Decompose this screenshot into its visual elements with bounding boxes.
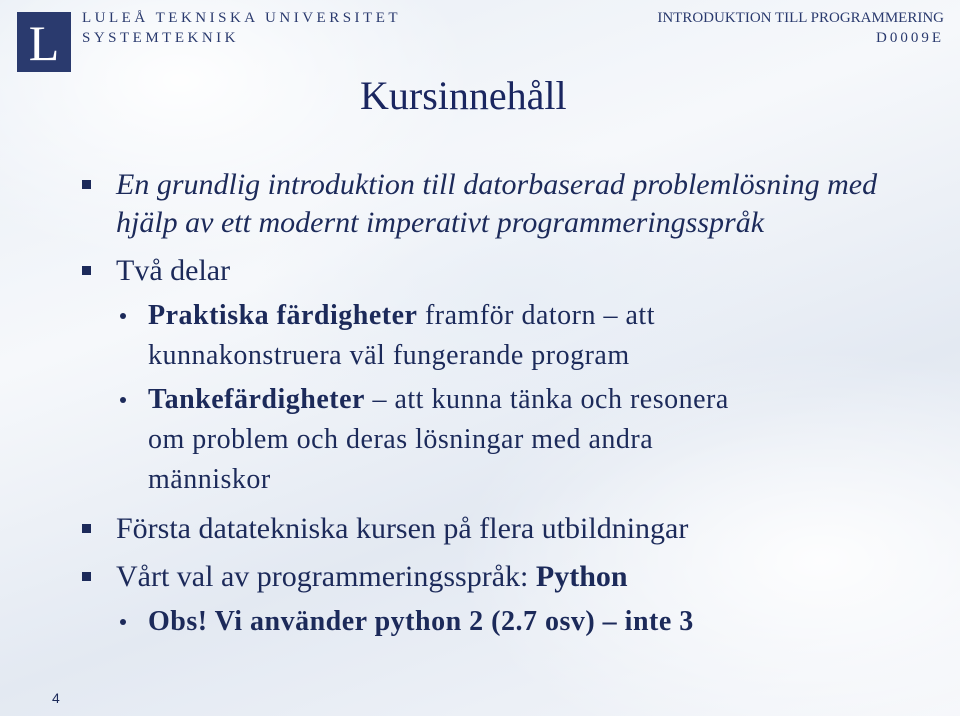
bullet-item-intro xyxy=(80,166,940,242)
sub-bullet-text: om problem och deras lösningar med andra xyxy=(148,424,654,455)
bullet-list xyxy=(80,166,940,642)
sub-bullet-list xyxy=(116,296,940,500)
bold-term: Praktiska färdigheter xyxy=(148,300,418,331)
course-name: INTRODUKTION TILL PROGRAMMERING xyxy=(657,10,944,26)
slide-title: Kursinnehåll xyxy=(360,73,567,118)
sub-bullet-text: framför datorn – att xyxy=(417,300,655,331)
sub-bullet-thinking xyxy=(116,380,940,500)
course-info xyxy=(657,8,944,48)
bullet-text: hjälp av ett modernt imperativt programmeringsspråk xyxy=(116,206,765,239)
page-number: 4 xyxy=(52,690,60,706)
sub-bullet-list xyxy=(116,602,940,642)
university-logo: L xyxy=(17,12,71,72)
bullet-item-first-course xyxy=(80,510,940,548)
sub-bullet-python-version xyxy=(116,602,940,642)
bold-term: Python xyxy=(535,560,628,593)
course-code: D0009E xyxy=(876,30,944,46)
square-bullet-icon xyxy=(82,572,91,581)
bullet-item-language xyxy=(80,558,940,642)
sub-bullet-text: människor xyxy=(148,464,271,495)
round-bullet-icon xyxy=(120,619,126,625)
bullet-text: Första datatekniska kursen på flera utbildningar xyxy=(116,512,689,545)
square-bullet-icon xyxy=(82,180,91,189)
round-bullet-icon xyxy=(120,313,126,319)
sub-bullet-practical xyxy=(116,296,940,376)
round-bullet-icon xyxy=(120,397,126,403)
bold-term: Tankefärdigheter xyxy=(148,384,365,415)
bold-note: Obs! Vi använder python 2 (2.7 osv) – inte 3 xyxy=(148,606,694,637)
sub-bullet-text: kunnakonstruera väl fungerande program xyxy=(148,340,630,371)
bullet-text: Två delar xyxy=(116,254,231,287)
university-line-1: LULEÅ TEKNISKA UNIVERSITET xyxy=(82,10,402,26)
sub-bullet-text: – att kunna tänka och resonera xyxy=(364,384,729,415)
bullet-text: En grundlig introduktion till datorbaserad problemlösning med xyxy=(116,168,878,201)
bullet-item-two-parts xyxy=(80,252,940,500)
bullet-text: Vårt val av programmeringsspråk: xyxy=(116,560,536,593)
square-bullet-icon xyxy=(82,266,91,275)
university-line-2: SYSTEMTEKNIK xyxy=(82,30,239,46)
square-bullet-icon xyxy=(82,524,91,533)
university-name xyxy=(82,8,401,48)
